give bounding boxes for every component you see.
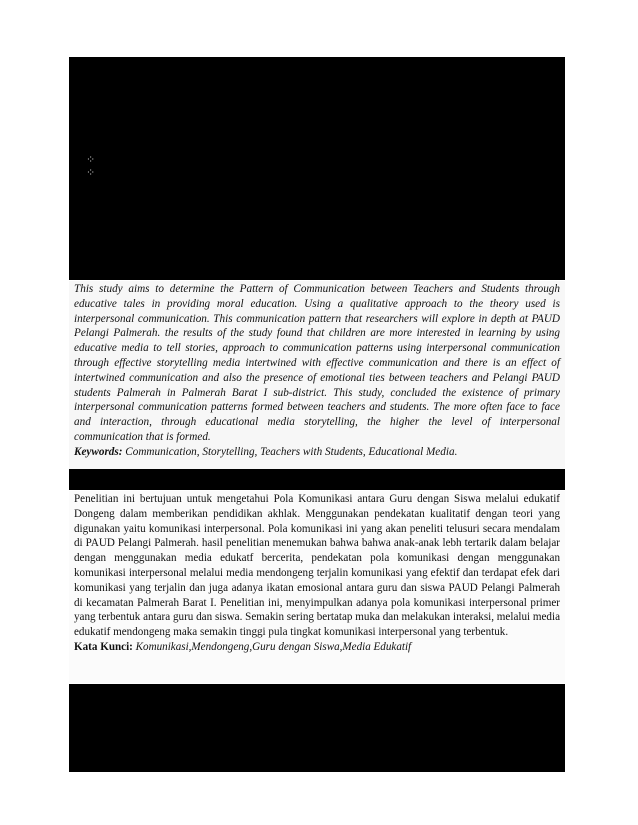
keywords-label: Keywords: <box>74 445 123 458</box>
redacted-block-top <box>69 57 565 280</box>
abstract-indonesian-body: Penelitian ini bertujuan untuk mengetahui Pola Komunikasi antara Guru dengan Siswa melalui edukatif Dongeng dalam memberikan pendidikan akhlak. Menggunakan pendekatan kualitatif dengan teori yang digunakan yaitu komunikasi interpersonal. Pola komunikasi ini yang akan peneliti telusuri secara mendalam di PAUD Pelangi Palmerah. hasil penelitian menemukan bahwa bahwa anak-anak lebh tertarik dalam belajar dengan menggunakan media edukatf bercerita, pendekatan pola komunikasi dengan menggunakan komunikasi interpersonal melalui media mendongeng terjalin komunikasi yang efektif dan terdapat efek dari komunikasi yang terjalin dan juga adanya ikatan emosional antara guru dan siswa PAUD Pelangi Palmerah di kecamatan Palmerah Barat I. Penelitian ini, menyimpulkan adanya pola komunikasi interpersonal primer yang terbentuk antara guru dan siswa. Semakin sering bertatap muka dan melakukan interaksi, melalui media edukatif mendongeng maka semakin tinggi pula tingkat komunikasi interpersonal yang terbentuk. <box>74 493 560 639</box>
abstract-indonesian <box>69 491 565 683</box>
keywords-indonesian <box>74 640 560 655</box>
abstract-english-body: This study aims to determine the Pattern of Communication between Teachers and Students through educative tales in providing moral education. Using a qualitative approach to the theory used is interpersonal communication. This communication pattern that researchers will explore in depth at PAUD Pelangi Palmerah. the results of the study found that children are more interested in learning by using educative media to tell stories, approach to communication patterns using interpersonal communication through effective storytelling media intertwined with effective communication and there is an effect of intertwined communication and also the presence of emotional ties between teachers and Pelangi PAUD students Palmerah in Palmerah Barat I sub-district. This study, concluded the existence of primary interpersonal communication patterns formed between teachers and students. The more often face to face and interaction, through educational media storytelling, the higher the level of interpersonal communication that is formed. <box>74 283 560 443</box>
keywords-english <box>74 445 560 460</box>
broken-glyph-icon: ⁘ <box>86 153 96 166</box>
abstract-english <box>69 281 565 469</box>
kata-kunci-values: Komunikasi,Mendongeng,Guru dengan Siswa,Media Edukatif <box>135 640 412 653</box>
redacted-block-middle <box>69 469 565 490</box>
broken-glyph-icon: ⁘ <box>86 166 96 179</box>
keywords-values: Communication, Storytelling, Teachers with Students, Educational Media. <box>125 445 458 458</box>
kata-kunci-label: Kata Kunci: <box>74 640 133 653</box>
redacted-block-bottom <box>69 684 565 772</box>
